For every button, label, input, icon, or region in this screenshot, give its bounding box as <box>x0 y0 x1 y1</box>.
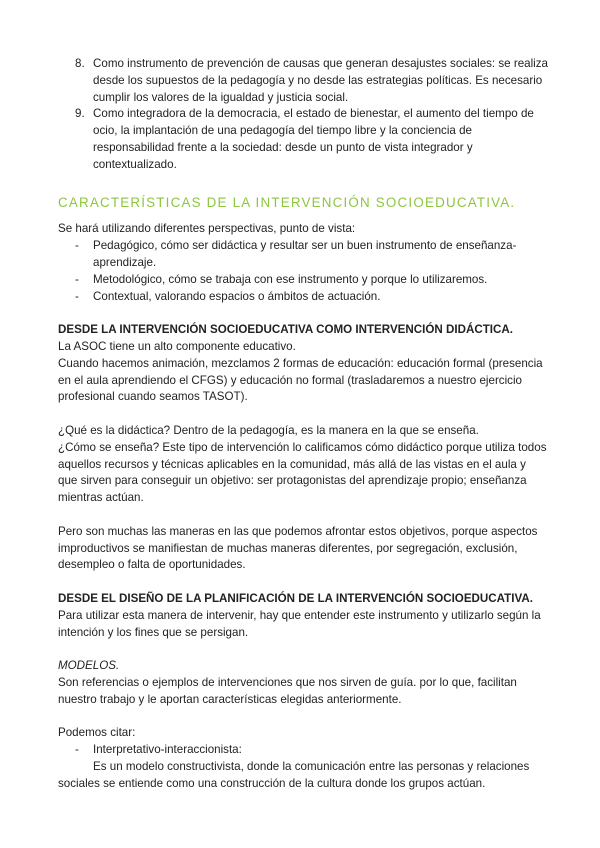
list-item-text: Pedagógico, cómo ser didáctica y resultar ser un buen instrumento de enseñanza-aprendizaje. <box>93 239 517 269</box>
dash-bullet: - <box>75 743 79 757</box>
subheading-planning: DESDE EL DISEÑO DE LA PLANIFICACIÓN DE LA INTERVENCIÓN SOCIOEDUCATIVA. <box>58 591 533 605</box>
subheading-didactic: DESDE LA INTERVENCIÓN SOCIOEDUCATIVA COMO INTERVENCIÓN DIDÁCTICA. <box>58 323 513 337</box>
list-item-text: Metodológico, cómo se trabaja con ese instrumento y porque lo utilizaremos. <box>93 272 488 286</box>
perspectives-list <box>58 238 548 305</box>
list-item <box>58 238 548 272</box>
model-description-text: Es un modelo constructivista, donde la comunicación entre las personas y relaciones sociales se entiende como una construcción de la cultura donde los grupos actúan. <box>58 759 530 790</box>
paragraph: ¿Qué es la didáctica? Dentro de la pedagogía, es la manera en la que se enseña. <box>58 423 479 437</box>
model-description <box>58 759 548 793</box>
list-item <box>58 106 548 173</box>
list-item <box>58 742 548 759</box>
list-number: 9. <box>75 107 85 121</box>
list-item-text: Como integradora de la democracia, el estado de bienestar, el aumento del tiempo de ocio, la implantación de una pedagogía del tiempo libre y la conciencia de responsabilidad frente a la sociedad: desde un punto de vista integrador y contextualizado. <box>93 107 534 171</box>
list-item-text: Interpretativo-interaccionista: <box>93 743 242 757</box>
list-item <box>58 289 548 306</box>
models-list <box>58 742 548 759</box>
dash-bullet: - <box>75 239 79 253</box>
list-item <box>58 272 548 289</box>
list-item-text: Como instrumento de prevención de causas que generan desajustes sociales: se realiza desde los supuestos de la pedagogía y no desde las estrategias políticas. Es necesario cumplir los valores de la igualdad y justicia social. <box>93 57 548 104</box>
list-item <box>58 56 548 106</box>
paragraph: Pero son muchas las maneras en las que podemos afrontar estos objetivos, porque aspectos improductivos se manifiestan de muchas maneras diferentes, por segregación, exclusión, desempleo o falta de oportunidades. <box>58 524 538 572</box>
intro-text: Se hará utilizando diferentes perspectivas, punto de vista: <box>58 222 356 236</box>
paragraph: La ASOC tiene un alto componente educativo. <box>58 339 296 353</box>
paragraph: Para utilizar esta manera de intervenir, hay que entender este instrumento y utilizarlo según la intención y los fines que se persigan. <box>58 608 541 639</box>
numbered-list <box>58 56 548 174</box>
document-page <box>58 56 548 792</box>
models-label: MODELOS. <box>58 659 120 673</box>
paragraph: Son referencias o ejemplos de intervenciones que nos sirven de guía. por lo que, facilitan nuestro trabajo y le aportan características elegidas anteriormente. <box>58 675 517 706</box>
section-title: CARACTERÍSTICAS DE LA INTERVENCIÓN SOCIOEDUCATIVA. <box>58 194 516 210</box>
paragraph: Podemos citar: <box>58 726 136 740</box>
dash-bullet: - <box>75 289 79 303</box>
list-number: 8. <box>75 57 85 70</box>
paragraph: Cuando hacemos animación, mezclamos 2 formas de educación: educación formal (presencia en el aula aprendiendo el CFGS) y educación no formal (trasladaremos a nuestro ejercicio profesional cuando seamos TASOT). <box>58 356 543 404</box>
dash-bullet: - <box>75 272 79 286</box>
paragraph: ¿Cómo se enseña? Este tipo de intervención lo calificamos cómo didáctico porque utiliza todos aquellos recursos y técnicas aplicables en la comunidad, más allá de las vistas en el aula y que sirven para conseguir un objetivo: ser protagonistas del aprendizaje propio; enseñanza mientras actúan. <box>58 440 547 505</box>
list-item-text: Contextual, valorando espacios o ámbitos de actuación. <box>93 289 381 303</box>
